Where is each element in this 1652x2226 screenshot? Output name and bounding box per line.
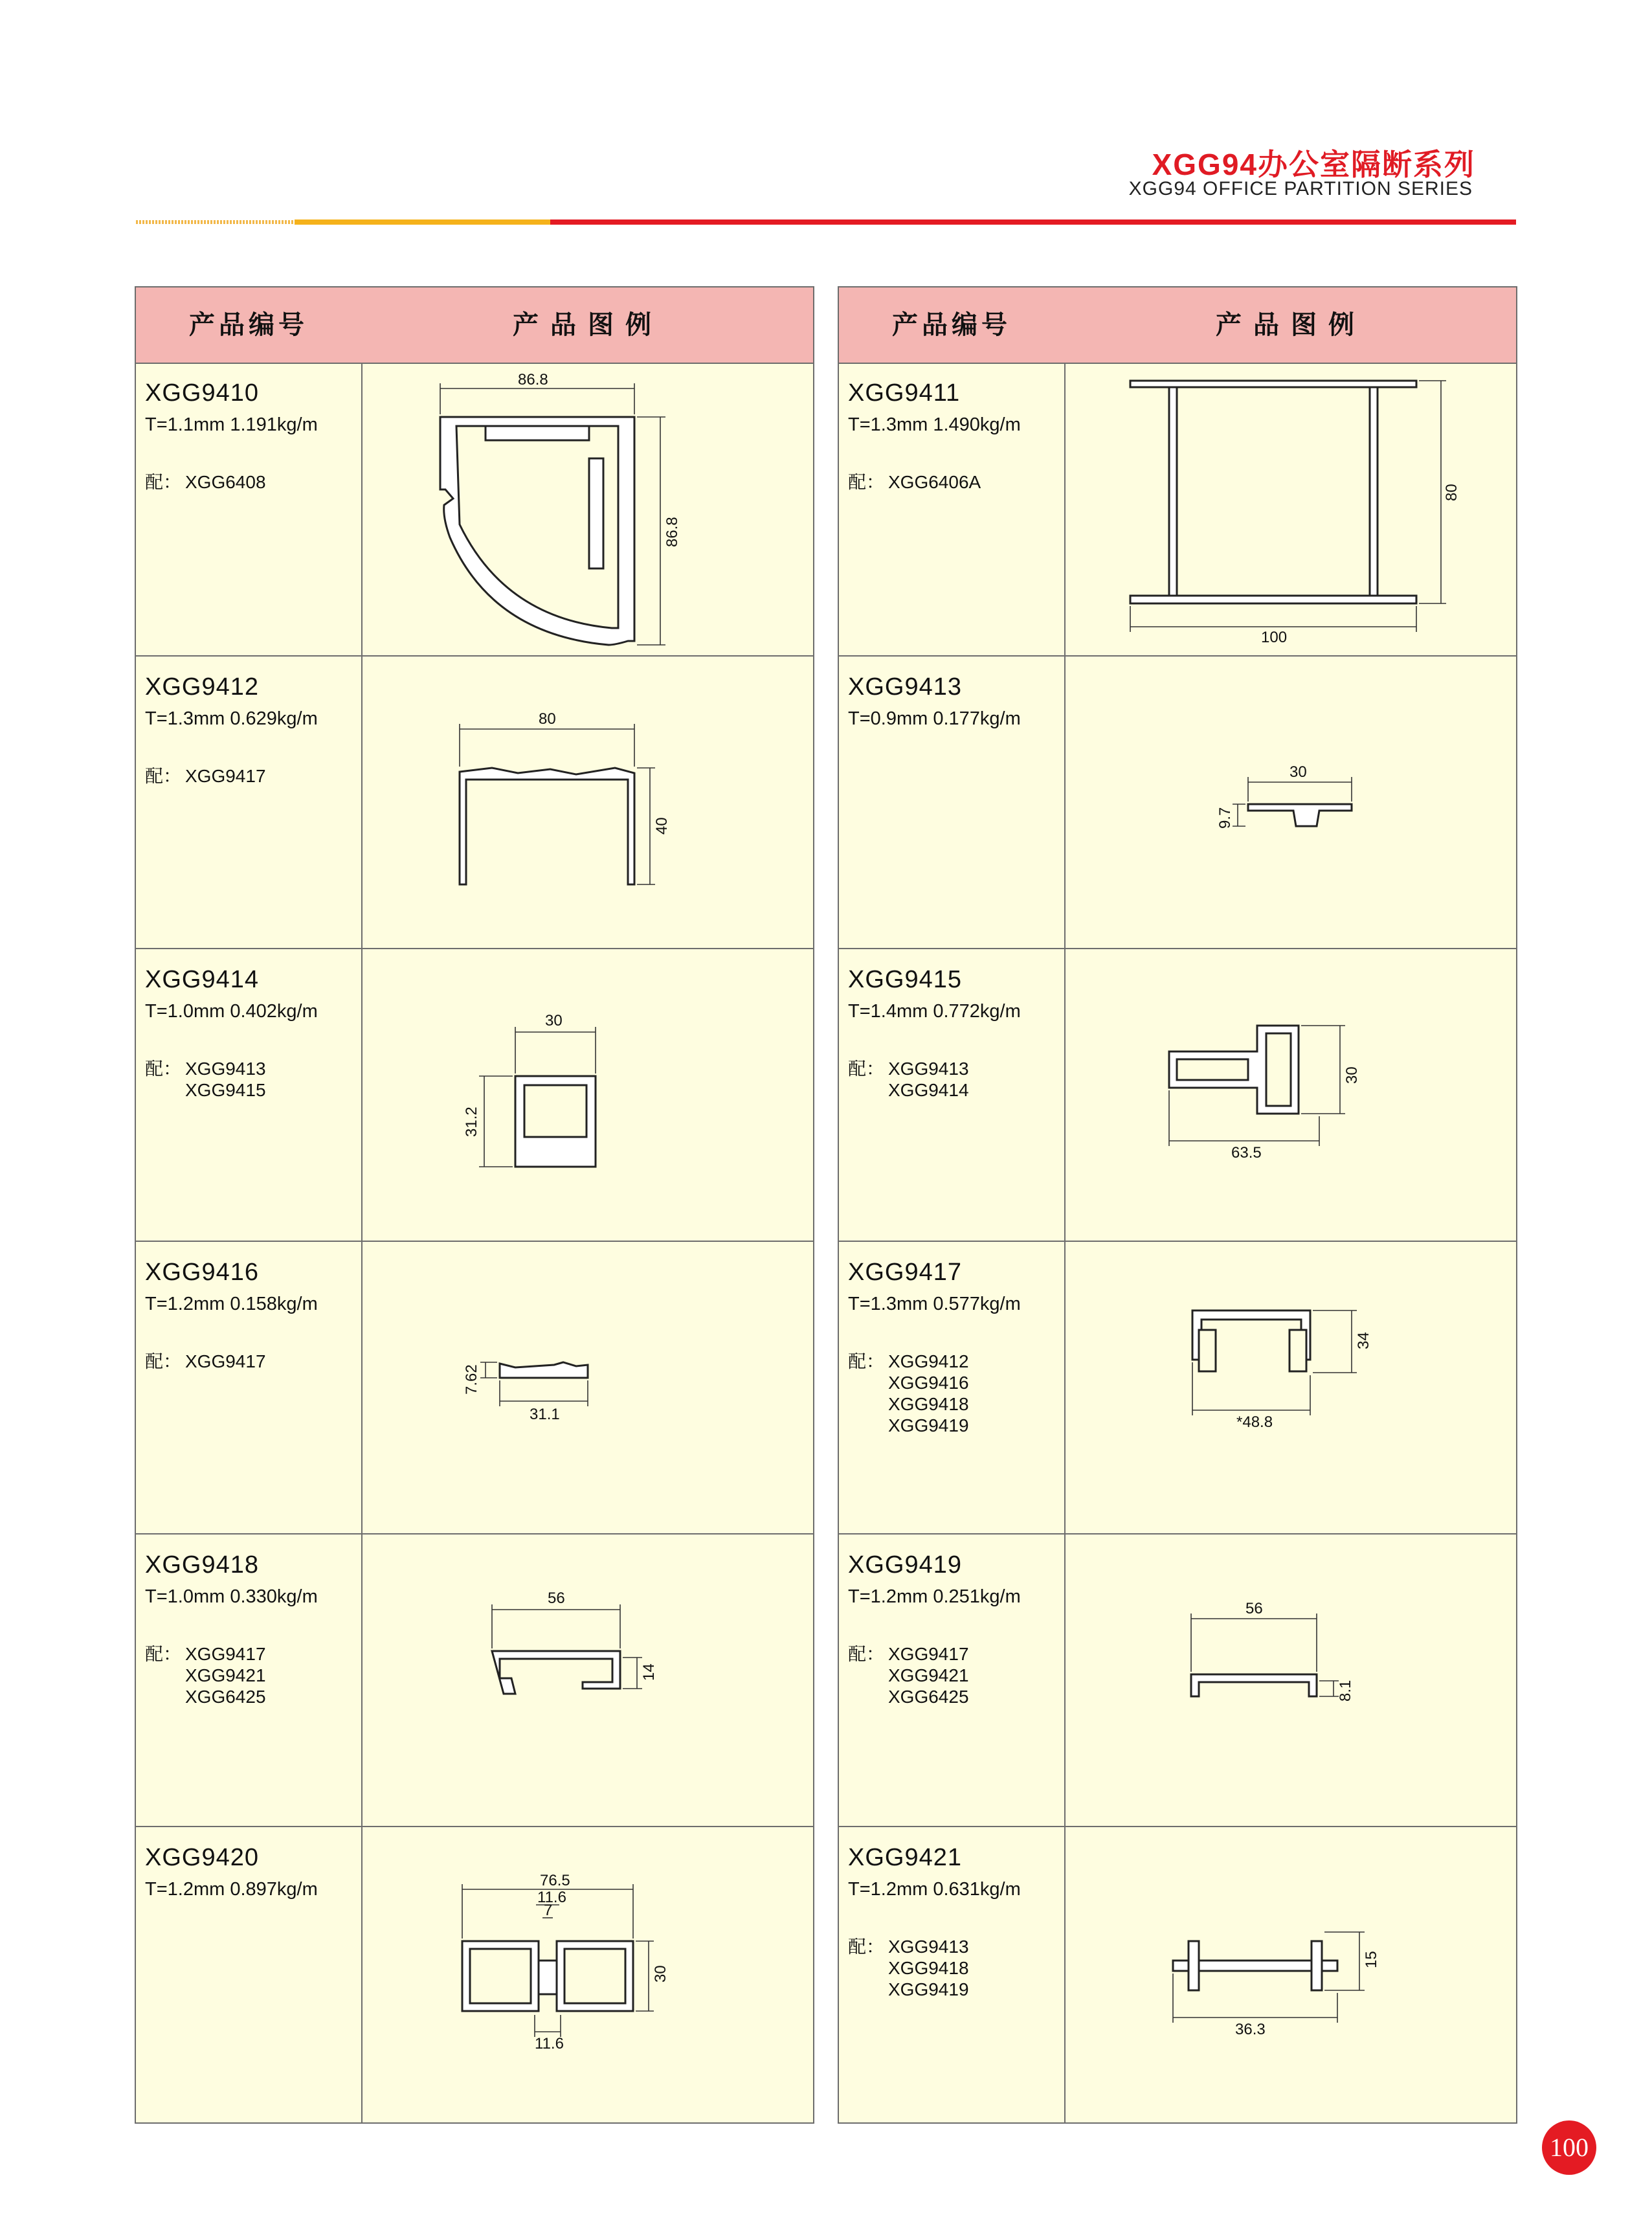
product-code: XGG9415: [848, 966, 962, 993]
matching-parts: 配： XGG9417 XGG9421 XGG6425: [145, 1644, 266, 1707]
product-spec: T=1.0mm 0.330kg/m: [145, 1586, 318, 1607]
profile-drawing: [1066, 363, 1516, 654]
page-number: 100: [1542, 2120, 1596, 2175]
product-row-xgg9415: [839, 948, 1516, 1241]
profile-drawing: [363, 657, 813, 948]
product-spec: T=1.4mm 0.772kg/m: [848, 1001, 1021, 1022]
product-row-xgg9420: [136, 1826, 813, 2119]
product-row-xgg9419: [839, 1533, 1516, 1826]
svg-text:14: 14: [640, 1663, 658, 1681]
product-spec: T=1.3mm 0.629kg/m: [145, 708, 318, 729]
product-spec: T=1.3mm 0.577kg/m: [848, 1294, 1021, 1314]
product-spec: T=1.3mm 1.490kg/m: [848, 414, 1021, 435]
svg-text:86.8: 86.8: [664, 517, 681, 547]
product-row-xgg9418: [136, 1533, 813, 1826]
series-title-en: XGG94 OFFICE PARTITION SERIES: [1128, 178, 1473, 199]
svg-text:*48.8: *48.8: [1236, 1413, 1273, 1431]
svg-text:80: 80: [1443, 484, 1460, 501]
header-drawing: 产品图例: [513, 311, 663, 339]
product-spec: T=1.2mm 0.251kg/m: [848, 1586, 1021, 1607]
product-row-xgg9414: [136, 948, 813, 1241]
product-spec: T=1.0mm 0.402kg/m: [145, 1001, 318, 1022]
svg-text:34: 34: [1355, 1332, 1372, 1349]
product-row-xgg9421: [839, 1826, 1516, 2119]
svg-text:30: 30: [545, 1012, 563, 1029]
product-code: XGG9411: [848, 379, 961, 407]
product-spec: T=1.1mm 1.191kg/m: [145, 414, 318, 435]
svg-text:56: 56: [548, 1590, 565, 1607]
matching-parts: 配： XGG9413 XGG9415: [145, 1059, 266, 1100]
product-row-xgg9417: [839, 1241, 1516, 1533]
matching-parts: 配： XGG9417 XGG9421 XGG6425: [848, 1644, 969, 1707]
product-row-xgg9411: [839, 363, 1516, 655]
matching-parts: 配： XGG9413 XGG9414: [848, 1059, 969, 1100]
profile-drawing: [363, 949, 813, 1241]
product-code: XGG9421: [848, 1844, 962, 1871]
header-rule: [136, 219, 1516, 225]
product-code: XGG9418: [145, 1551, 259, 1579]
product-code: XGG9412: [145, 673, 259, 701]
svg-text:36.3: 36.3: [1235, 2021, 1266, 2038]
svg-text:11.6: 11.6: [535, 2035, 564, 2052]
profile-drawing: [1066, 657, 1516, 948]
product-row-xgg9410: [136, 363, 813, 655]
product-code: XGG9410: [145, 379, 259, 407]
svg-text:30: 30: [1343, 1066, 1361, 1084]
svg-text:100: 100: [1261, 629, 1288, 646]
product-table-right: [838, 286, 1517, 2124]
profile-drawing: [363, 363, 813, 654]
matching-parts: 配： XGG6408: [145, 472, 266, 492]
product-code: XGG9420: [145, 1844, 259, 1871]
product-spec: T=0.9mm 0.177kg/m: [848, 708, 1021, 729]
matching-parts: 配： XGG9417: [145, 1351, 266, 1371]
svg-text:30: 30: [1289, 763, 1307, 781]
profile-drawing: [1066, 949, 1516, 1241]
product-code: XGG9419: [848, 1551, 962, 1579]
product-spec: T=1.2mm 0.897kg/m: [145, 1879, 318, 1900]
header-code: 产品编号: [189, 311, 308, 339]
profile-drawing: [1066, 1242, 1516, 1533]
svg-text:63.5: 63.5: [1231, 1144, 1262, 1162]
product-code: XGG9413: [848, 673, 962, 701]
series-title-cn: XGG94办公室隔断系列: [1152, 148, 1475, 181]
svg-text:56: 56: [1245, 1600, 1263, 1617]
svg-text:11.6: 11.6: [537, 1889, 566, 1906]
product-spec: T=1.2mm 0.631kg/m: [848, 1879, 1021, 1900]
product-row-xgg9413: [839, 655, 1516, 948]
matching-parts: 配： XGG6406A: [848, 472, 981, 492]
svg-text:15: 15: [1363, 1951, 1380, 1968]
svg-text:31.2: 31.2: [463, 1107, 480, 1137]
svg-text:31.1: 31.1: [530, 1406, 560, 1423]
table-header: [136, 287, 813, 364]
svg-text:30: 30: [652, 1965, 669, 1983]
product-code: XGG9414: [145, 966, 259, 993]
profile-drawing: [363, 1535, 813, 1826]
svg-text:76.5: 76.5: [540, 1872, 570, 1889]
svg-text:86.8: 86.8: [518, 371, 548, 388]
matching-parts: 配： XGG9413 XGG9418 XGG9419: [848, 1937, 969, 1999]
matching-parts: 配： XGG9417: [145, 766, 266, 786]
product-code: XGG9417: [848, 1259, 962, 1286]
product-row-xgg9412: [136, 655, 813, 948]
profile-drawing: [363, 1242, 813, 1533]
svg-text:40: 40: [653, 817, 671, 835]
profile-drawing: [1066, 1535, 1516, 1826]
svg-text:9.7: 9.7: [1216, 807, 1234, 829]
product-spec: T=1.2mm 0.158kg/m: [145, 1294, 318, 1314]
svg-text:8.1: 8.1: [1337, 1680, 1354, 1702]
svg-text:80: 80: [539, 710, 556, 728]
table-header: [839, 287, 1516, 364]
profile-drawing: [1066, 1827, 1516, 2119]
profile-drawing: [363, 1827, 813, 2119]
header-code: 产品编号: [892, 311, 1011, 339]
matching-parts: 配： XGG9412 XGG9416 XGG9418 XGG9419: [848, 1351, 969, 1435]
svg-text:7: 7: [544, 1902, 553, 1919]
svg-text:7.62: 7.62: [463, 1364, 480, 1395]
header-drawing: 产品图例: [1216, 311, 1366, 339]
product-code: XGG9416: [145, 1259, 259, 1286]
product-table-left: [135, 286, 814, 2124]
product-row-xgg9416: [136, 1241, 813, 1533]
